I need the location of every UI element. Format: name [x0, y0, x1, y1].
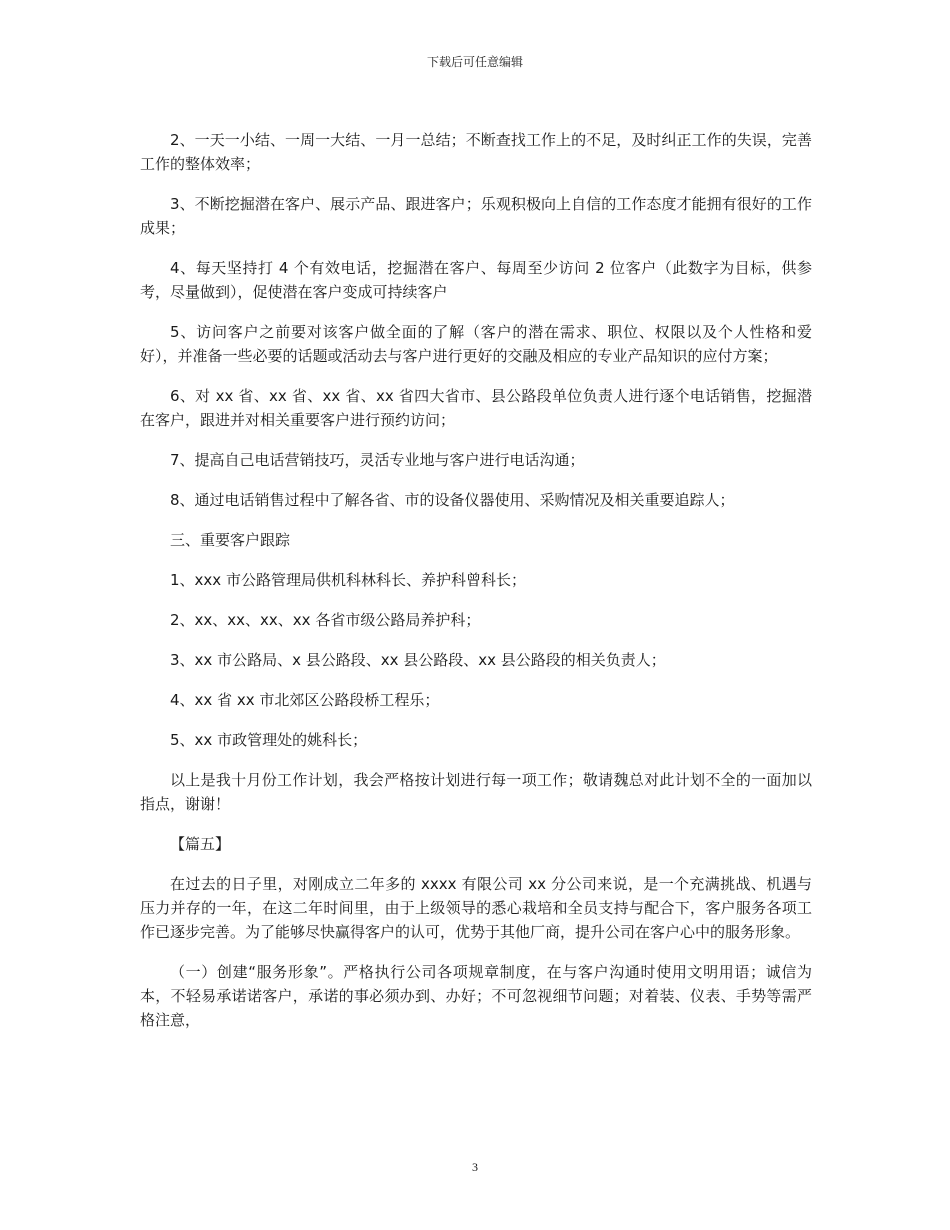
paragraph-item-5: 5、访问客户之前要对该客户做全面的了解（客户的潜在需求、职位、权限以及个人性格和爱好），并准备一些必要的话题或活动去与客户进行更好的交融及相应的专业产品知识的应付方案；: [140, 323, 812, 365]
client-item-5: 5、xx 市政管理处的姚科长；: [170, 731, 368, 749]
client-item-2: 2、xx、xx、xx、xx 各省市级公路局养护科；: [170, 611, 481, 629]
paragraph-item-2: 2、一天一小结、一周一大结、一月一总结；不断查找工作上的不足，及时纠正工作的失误，完善工作的整体效率；: [140, 131, 812, 173]
closing-paragraph: 以上是我十月份工作计划，我会严格按计划进行每一项工作；敬请魏总对此计划不全的一面加以指点，谢谢！: [140, 771, 812, 813]
section-title-part-five: 【篇五】: [170, 835, 231, 853]
page-number: 3: [472, 1160, 478, 1174]
service-image-paragraph: （一）创建“服务形象”。严格执行公司各项规章制度，在与客户沟通时使用文明用语；诚信为本，不轻易承诺诺客户，承诺的事必须办到、办好；不可忽视细节问题；对着装、仪表、手势等需严格注意，: [140, 963, 812, 1029]
client-item-3: 3、xx 市公路局、x 县公路段、xx 县公路段、xx 县公路段的相关负责人；: [170, 651, 666, 669]
paragraph-item-7: 7、提高自己电话营销技巧，灵活专业地与客户进行电话沟通；: [170, 451, 585, 469]
client-item-4: 4、xx 省 xx 市北郊区公路段桥工程乐；: [170, 691, 440, 709]
paragraph-item-6: 6、对 xx 省、xx 省、xx 省、xx 省四大省市、县公路段单位负责人进行逐个电话销售，挖掘潜在客户，跟进并对相关重要客户进行预约访问；: [140, 387, 812, 429]
document-body: [140, 128, 812, 1048]
paragraph-item-3: 3、不断挖掘潜在客户、展示产品、跟进客户；乐观积极向上自信的工作态度才能拥有很好的工作成果；: [140, 195, 812, 237]
paragraph-item-8: 8、通过电话销售过程中了解各省、市的设备仪器使用、采购情况及相关重要追踪人；: [170, 491, 735, 509]
section-heading-key-clients: 三、重要客户跟踪: [170, 531, 291, 549]
client-item-1: 1、xxx 市公路管理局供机科林科长、养护科曾科长；: [170, 571, 526, 589]
paragraph-item-4: 4、每天坚持打 4 个有效电话，挖掘潜在客户、每周至少访问 2 位客户（此数字为目标，供参考，尽量做到），促使潜在客户变成可持续客户: [140, 259, 812, 301]
page-header: 下载后可任意编辑: [426, 55, 523, 69]
intro-paragraph: 在过去的日子里，对刚成立二年多的 xxxx 有限公司 xx 分公司来说，是一个充满挑战、机遇与压力并存的一年，在这二年时间里，由于上级领导的悉心栽培和全员支持与配合下，客户服务各项工作已逐步完善。为了能够尽快赢得客户的认可，优势于其他厂商，提升公司在客户心中的服务形象。: [140, 875, 812, 941]
